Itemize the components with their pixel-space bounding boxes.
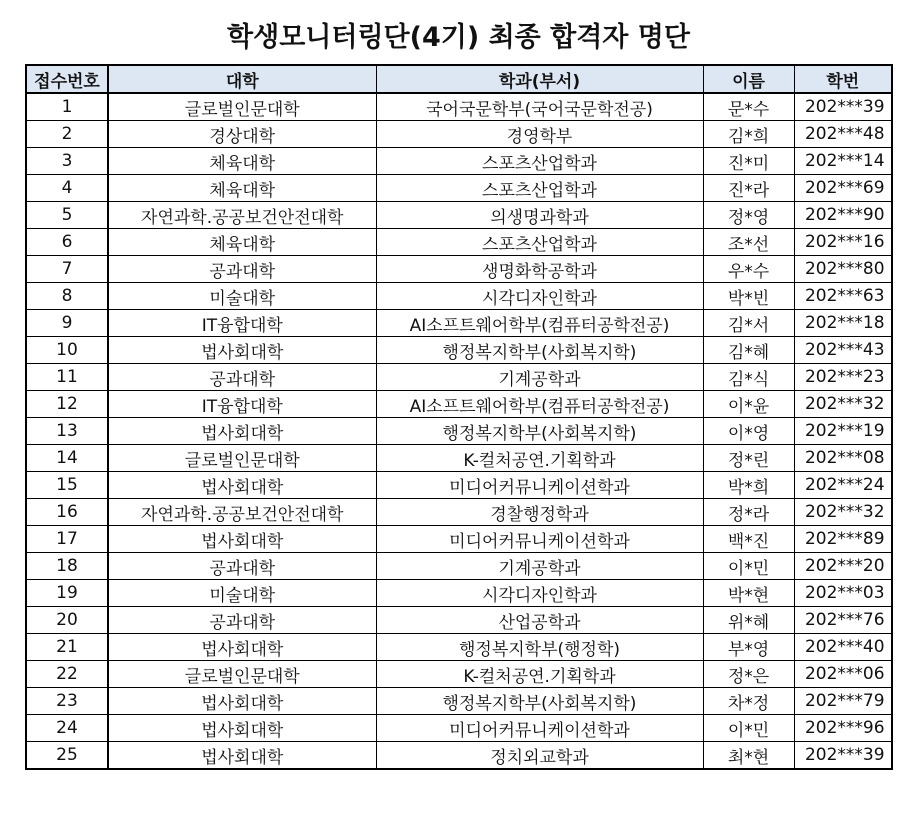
cell-name: 백*진 — [703, 526, 794, 553]
cell-department: K-컬처공연.기획학과 — [376, 661, 703, 688]
cell-college: 미술대학 — [108, 580, 376, 607]
cell-student-id: 202***03 — [794, 580, 892, 607]
cell-department: 의생명과학과 — [376, 202, 703, 229]
cell-student-id: 202***32 — [794, 499, 892, 526]
cell-name: 진*미 — [703, 148, 794, 175]
cell-application-number: 19 — [26, 580, 108, 607]
cell-student-id: 202***63 — [794, 283, 892, 310]
cell-application-number: 14 — [26, 445, 108, 472]
cell-student-id: 202***06 — [794, 661, 892, 688]
cell-name: 박*희 — [703, 472, 794, 499]
cell-name: 이*영 — [703, 418, 794, 445]
table-row — [26, 499, 892, 526]
cell-student-id: 202***90 — [794, 202, 892, 229]
cell-college: 미술대학 — [108, 283, 376, 310]
table-row — [26, 202, 892, 229]
table-row — [26, 661, 892, 688]
cell-college: 체육대학 — [108, 229, 376, 256]
table-row — [26, 175, 892, 202]
cell-application-number: 11 — [26, 364, 108, 391]
table-row — [26, 148, 892, 175]
cell-name: 정*린 — [703, 445, 794, 472]
cell-college: 체육대학 — [108, 175, 376, 202]
cell-student-id: 202***39 — [794, 742, 892, 770]
cell-college: 공과대학 — [108, 256, 376, 283]
cell-college: 법사회대학 — [108, 526, 376, 553]
cell-name: 정*영 — [703, 202, 794, 229]
cell-student-id: 202***08 — [794, 445, 892, 472]
cell-department: 행정복지학부(사회복지학) — [376, 418, 703, 445]
cell-application-number: 13 — [26, 418, 108, 445]
cell-department: 미디어커뮤니케이션학과 — [376, 472, 703, 499]
table-row — [26, 391, 892, 418]
header-college: 대학 — [108, 65, 376, 93]
header-application-number: 접수번호 — [26, 65, 108, 93]
cell-student-id: 202***69 — [794, 175, 892, 202]
cell-application-number: 16 — [26, 499, 108, 526]
cell-application-number: 9 — [26, 310, 108, 337]
cell-name: 이*윤 — [703, 391, 794, 418]
cell-name: 정*은 — [703, 661, 794, 688]
cell-college: 법사회대학 — [108, 742, 376, 770]
cell-student-id: 202***39 — [794, 93, 892, 121]
cell-student-id: 202***96 — [794, 715, 892, 742]
cell-application-number: 6 — [26, 229, 108, 256]
cell-student-id: 202***24 — [794, 472, 892, 499]
cell-department: 국어국문학부(국어국문학전공) — [376, 93, 703, 121]
cell-application-number: 3 — [26, 148, 108, 175]
cell-department: 경찰행정학과 — [376, 499, 703, 526]
roster-table-body — [26, 93, 892, 769]
cell-college: 글로벌인문대학 — [108, 445, 376, 472]
cell-college: 법사회대학 — [108, 337, 376, 364]
cell-college: 법사회대학 — [108, 472, 376, 499]
cell-student-id: 202***20 — [794, 553, 892, 580]
cell-department: AI소프트웨어학부(컴퓨터공학전공) — [376, 310, 703, 337]
cell-application-number: 4 — [26, 175, 108, 202]
cell-name: 박*현 — [703, 580, 794, 607]
cell-department: 스포츠산업학과 — [376, 148, 703, 175]
table-row — [26, 256, 892, 283]
cell-name: 진*라 — [703, 175, 794, 202]
cell-application-number: 21 — [26, 634, 108, 661]
cell-college: 글로벌인문대학 — [108, 93, 376, 121]
cell-college: 자연과학.공공보건안전대학 — [108, 499, 376, 526]
cell-college: 글로벌인문대학 — [108, 661, 376, 688]
cell-name: 부*영 — [703, 634, 794, 661]
cell-department: 기계공학과 — [376, 553, 703, 580]
table-row — [26, 526, 892, 553]
table-header-row — [26, 65, 892, 93]
cell-department: 미디어커뮤니케이션학과 — [376, 715, 703, 742]
cell-college: 경상대학 — [108, 121, 376, 148]
cell-department: 행정복지학부(행정학) — [376, 634, 703, 661]
cell-name: 조*선 — [703, 229, 794, 256]
cell-name: 문*수 — [703, 93, 794, 121]
table-row — [26, 121, 892, 148]
cell-student-id: 202***14 — [794, 148, 892, 175]
page-title: 학생모니터링단(4기) 최종 합격자 명단 — [227, 22, 690, 53]
cell-department: 정치외교학과 — [376, 742, 703, 770]
cell-department: 시각디자인학과 — [376, 580, 703, 607]
cell-department: 스포츠산업학과 — [376, 175, 703, 202]
cell-department: 행정복지학부(사회복지학) — [376, 337, 703, 364]
cell-college: IT융합대학 — [108, 391, 376, 418]
cell-college: 공과대학 — [108, 553, 376, 580]
cell-department: 행정복지학부(사회복지학) — [376, 688, 703, 715]
table-row — [26, 337, 892, 364]
cell-student-id: 202***80 — [794, 256, 892, 283]
cell-application-number: 18 — [26, 553, 108, 580]
cell-application-number: 15 — [26, 472, 108, 499]
cell-college: 체육대학 — [108, 148, 376, 175]
header-department: 학과(부서) — [376, 65, 703, 93]
table-row — [26, 742, 892, 770]
table-row — [26, 607, 892, 634]
cell-student-id: 202***43 — [794, 337, 892, 364]
header-student-id: 학번 — [794, 65, 892, 93]
cell-student-id: 202***23 — [794, 364, 892, 391]
cell-name: 최*현 — [703, 742, 794, 770]
cell-student-id: 202***89 — [794, 526, 892, 553]
cell-student-id: 202***40 — [794, 634, 892, 661]
cell-name: 정*라 — [703, 499, 794, 526]
cell-application-number: 10 — [26, 337, 108, 364]
cell-college: 공과대학 — [108, 607, 376, 634]
cell-application-number: 1 — [26, 93, 108, 121]
table-row — [26, 634, 892, 661]
cell-college: 자연과학.공공보건안전대학 — [108, 202, 376, 229]
header-name: 이름 — [703, 65, 794, 93]
cell-student-id: 202***79 — [794, 688, 892, 715]
cell-application-number: 12 — [26, 391, 108, 418]
cell-application-number: 7 — [26, 256, 108, 283]
cell-application-number: 20 — [26, 607, 108, 634]
table-row — [26, 445, 892, 472]
cell-student-id: 202***32 — [794, 391, 892, 418]
cell-department: 시각디자인학과 — [376, 283, 703, 310]
cell-name: 차*정 — [703, 688, 794, 715]
cell-college: 법사회대학 — [108, 418, 376, 445]
cell-name: 우*수 — [703, 256, 794, 283]
table-row — [26, 580, 892, 607]
table-row — [26, 715, 892, 742]
table-row — [26, 418, 892, 445]
cell-department: 미디어커뮤니케이션학과 — [376, 526, 703, 553]
cell-department: 생명화학공학과 — [376, 256, 703, 283]
cell-college: 법사회대학 — [108, 715, 376, 742]
cell-department: AI소프트웨어학부(컴퓨터공학전공) — [376, 391, 703, 418]
table-row — [26, 688, 892, 715]
table-row — [26, 229, 892, 256]
cell-college: IT융합대학 — [108, 310, 376, 337]
cell-application-number: 8 — [26, 283, 108, 310]
cell-student-id: 202***76 — [794, 607, 892, 634]
cell-college: 법사회대학 — [108, 688, 376, 715]
table-row — [26, 310, 892, 337]
cell-department: 스포츠산업학과 — [376, 229, 703, 256]
cell-college: 법사회대학 — [108, 634, 376, 661]
cell-application-number: 24 — [26, 715, 108, 742]
cell-application-number: 2 — [26, 121, 108, 148]
cell-application-number: 17 — [26, 526, 108, 553]
cell-student-id: 202***19 — [794, 418, 892, 445]
table-row — [26, 364, 892, 391]
cell-student-id: 202***18 — [794, 310, 892, 337]
cell-student-id: 202***16 — [794, 229, 892, 256]
cell-name: 김*식 — [703, 364, 794, 391]
table-row — [26, 93, 892, 121]
cell-department: K-컬처공연.기획학과 — [376, 445, 703, 472]
table-row — [26, 472, 892, 499]
cell-application-number: 5 — [26, 202, 108, 229]
cell-name: 박*빈 — [703, 283, 794, 310]
table-row — [26, 283, 892, 310]
cell-department: 산업공학과 — [376, 607, 703, 634]
table-row — [26, 553, 892, 580]
cell-name: 위*혜 — [703, 607, 794, 634]
cell-application-number: 25 — [26, 742, 108, 770]
cell-application-number: 23 — [26, 688, 108, 715]
cell-name: 김*희 — [703, 121, 794, 148]
cell-department: 경영학부 — [376, 121, 703, 148]
cell-college: 공과대학 — [108, 364, 376, 391]
cell-application-number: 22 — [26, 661, 108, 688]
cell-name: 김*서 — [703, 310, 794, 337]
cell-name: 이*민 — [703, 715, 794, 742]
cell-student-id: 202***48 — [794, 121, 892, 148]
cell-name: 김*혜 — [703, 337, 794, 364]
roster-table — [25, 64, 893, 770]
cell-name: 이*민 — [703, 553, 794, 580]
cell-department: 기계공학과 — [376, 364, 703, 391]
